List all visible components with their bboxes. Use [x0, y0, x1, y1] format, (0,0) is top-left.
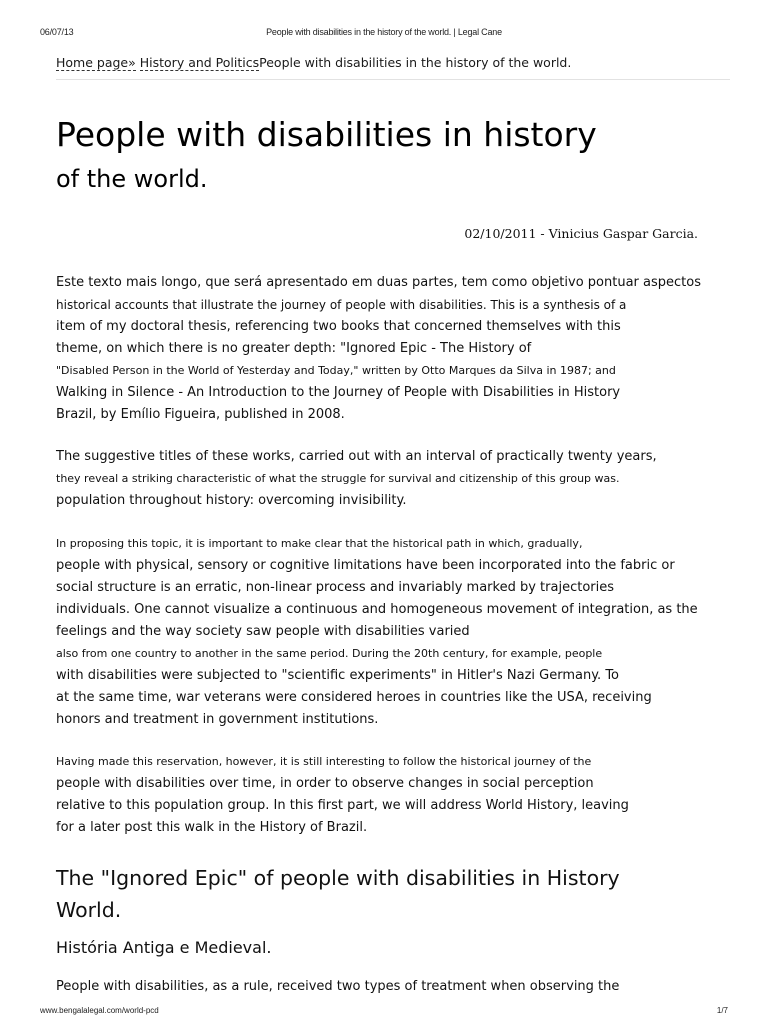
paragraph-4: [56, 751, 736, 839]
paragraph-line: The suggestive titles of these works, carried out with an interval of practically twenty years,: [56, 449, 657, 464]
paragraph-line: at the same time, war veterans were considered heroes in countries like the USA, receiving: [56, 690, 652, 705]
breadcrumb-current: People with disabilities in the history of the world.: [259, 55, 572, 70]
article-byline: 02/10/2011 - Vinicius Gaspar Garcia.: [464, 226, 698, 241]
article-title: [56, 113, 736, 195]
paragraph-line: relative to this population group. In this first part, we will address World History, leaving: [56, 798, 629, 813]
paragraph-line: Walking in Silence - An Introduction to the Journey of People with Disabilities in History: [56, 385, 621, 400]
section-heading-line-1: The "Ignored Epic" of people with disabilities in History: [56, 866, 620, 890]
paragraph-line: item of my doctoral thesis, referencing two books that concerned themselves with this: [56, 319, 621, 334]
paragraph-line: People with disabilities, as a rule, received two types of treatment when observing the: [56, 979, 620, 994]
paragraph-line: theme, on which there is no greater depth: "Ignored Epic - The History of: [56, 341, 532, 356]
paragraph-line: In proposing this topic, it is important to make clear that the historical path in which, gradually,: [56, 537, 583, 550]
article-title-line-2: of the world.: [56, 165, 208, 193]
paragraph-line: they reveal a striking characteristic of what the struggle for survival and citizenship of this group was.: [56, 472, 620, 485]
paragraph-line: for a later post this walk in the History of Brazil.: [56, 820, 368, 835]
paragraph-3: [56, 533, 736, 731]
paragraph-line: with disabilities were subjected to "scientific experiments" in Hitler's Nazi Germany. To: [56, 668, 620, 683]
print-page-number: 1/7: [716, 1006, 728, 1015]
paragraph-line: feelings and the way society saw people with disabilities varied: [56, 624, 470, 639]
section-heading-line-2: World.: [56, 898, 122, 922]
subsection-heading: História Antiga e Medieval.: [56, 938, 272, 957]
paragraph-line: "Disabled Person in the World of Yesterday and Today," written by Otto Marques da Silva in 1987; and: [56, 364, 616, 377]
breadcrumb-section-link[interactable]: History and Politics: [139, 55, 260, 70]
paragraph-line: historical accounts that illustrate the journey of people with disabilities. This is a synthesis of a: [56, 298, 627, 312]
section-heading: [56, 862, 620, 926]
paragraph-line: social structure is an erratic, non-linear process and invariably marked by trajectories: [56, 580, 614, 595]
paragraph-line: people with physical, sensory or cognitive limitations have been incorporated into the fabric or: [56, 558, 675, 573]
breadcrumb-home-link[interactable]: Home page»: [56, 55, 136, 70]
paragraph-5: [56, 976, 736, 998]
print-date: 06/07/13: [40, 27, 74, 37]
paragraph-line: honors and treatment in government institutions.: [56, 712, 379, 727]
print-footer-url: www.bengalalegal.com/world-pcd: [40, 1006, 159, 1015]
paragraph-line: Este texto mais longo, que será apresentado em duas partes, tem como objetivo pontuar aspectos: [56, 275, 701, 290]
paragraph-line: Having made this reservation, however, it is still interesting to follow the historical journey of the: [56, 755, 592, 768]
paragraph-line: population throughout history: overcoming invisibility.: [56, 493, 407, 508]
header-divider: [56, 79, 730, 80]
paragraph-2: [56, 446, 736, 512]
paragraph-line: people with disabilities over time, in order to observe changes in social perception: [56, 776, 594, 791]
paragraph-line: Brazil, by Emílio Figueira, published in 2008.: [56, 407, 345, 422]
print-page-title: People with disabilities in the history of the world. | Legal Cane: [266, 27, 502, 37]
paragraph-1: [56, 272, 736, 426]
breadcrumb: [56, 55, 571, 70]
paragraph-line: also from one country to another in the same period. During the 20th century, for example, people: [56, 647, 603, 660]
paragraph-line: individuals. One cannot visualize a continuous and homogeneous movement of integration, as the: [56, 602, 698, 617]
article-title-line-1: People with disabilities in history: [56, 115, 597, 154]
